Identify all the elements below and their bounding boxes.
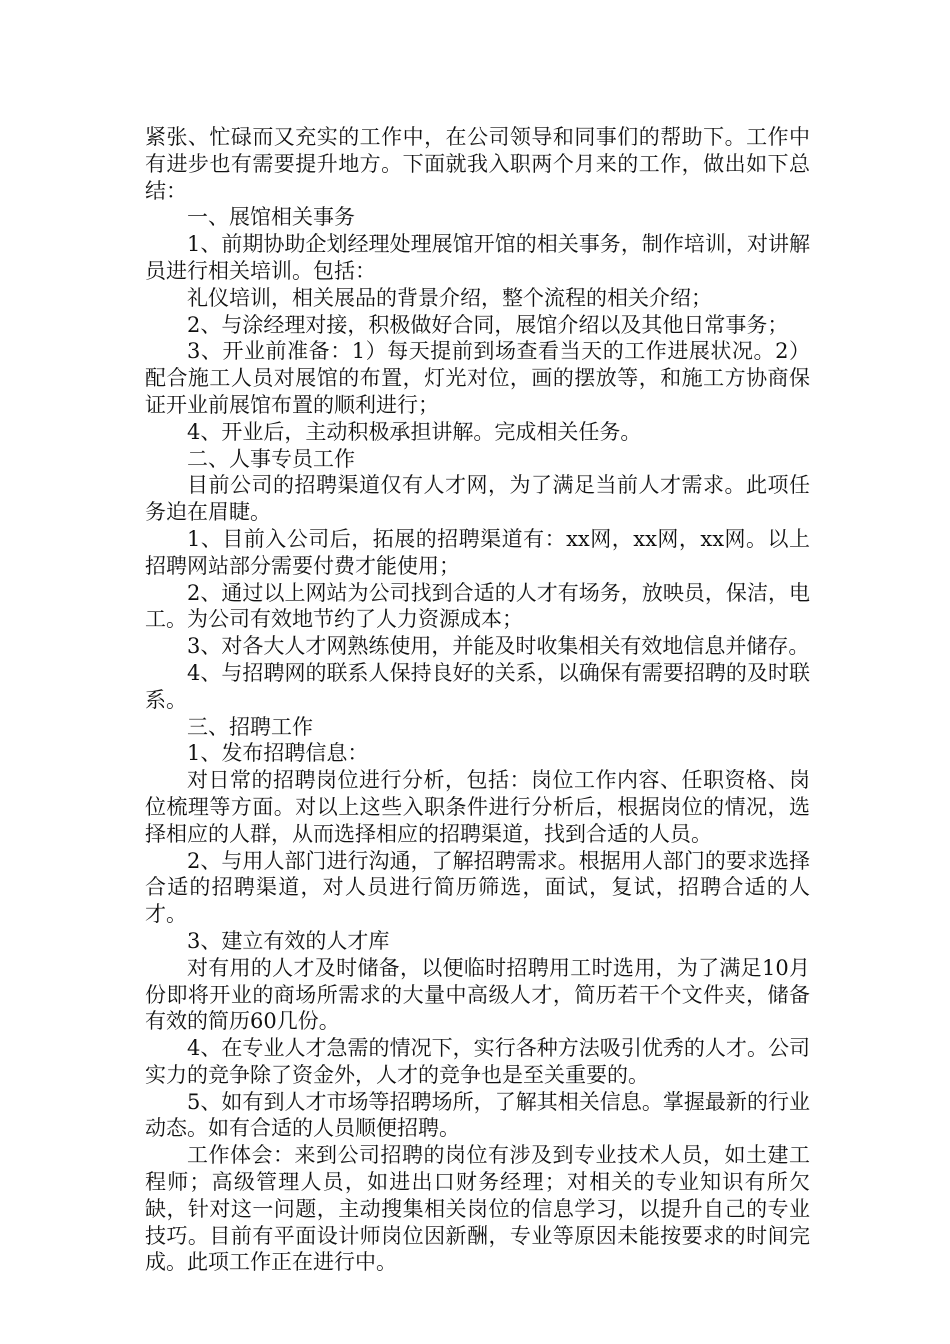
paragraph: 4、与招聘网的联系人保持良好的关系，以确保有需要招聘的及时联系。 [145,660,810,712]
document-body [145,124,810,1276]
section-heading-exhibition: 一、展馆相关事务 [187,205,355,230]
paragraph: 3、对各大人才网熟练使用，并能及时收集相关有效地信息并储存。 [187,634,810,659]
paragraph: 2、与用人部门进行沟通，了解招聘需求。根据用人部门的要求选择合适的招聘渠道，对人员进行简历筛选，面试，复试，招聘合适的人才。 [145,848,810,927]
paragraph: 2、通过以上网站为公司找到合适的人才有场务，放映员，保洁，电工。为公司有效地节约了人力资源成本； [145,580,810,632]
paragraph: 目前公司的招聘渠道仅有人才网，为了满足当前人才需求。此项任务迫在眉睫。 [145,473,810,525]
paragraph: 5、如有到人才市场等招聘场所，了解其相关信息。掌握最新的行业动态。如有合适的人员顺便招聘。 [145,1089,810,1141]
paragraph: 4、在专业人才急需的情况下，实行各种方法吸引优秀的人才。公司实力的竞争除了资金外，人才的竞争也是至关重要的。 [145,1036,810,1087]
paragraph: 1、目前入公司后，拓展的招聘渠道有：xx网，xx网，xx网。以上招聘网站部分需要付费才能使用； [145,526,810,578]
paragraph: 1、发布招聘信息： [187,741,369,766]
paragraph: 对日常的招聘岗位进行分析，包括：岗位工作内容、任职资格、岗位梳理等方面。对以上这些入职条件进行分析后，根据岗位的情况，选择相应的人群，从而选择相应的招聘渠道，找到合适的人员。 [145,768,810,846]
paragraph: 3、建立有效的人才库 [187,928,390,953]
paragraph: 工作体会：来到公司招聘的岗位有涉及到专业技术人员，如土建工程师；高级管理人员，如进出口财务经理；对相关的专业知识有所欠缺，针对这一问题，主动搜集相关岗位的信息学习，以提升自己的专业技巧。目前有平面设计师岗位因新酬，专业等原因未能按要求的时间完成。此项工作正在进行中。 [145,1143,810,1275]
paragraph: 2、与涂经理对接，积极做好合同，展馆介绍以及其他日常事务； [187,312,789,337]
paragraph: 3、开业前准备：1）每天提前到场查看当天的工作进展状况。2）配合施工人员对展馆的布置，灯光对位，画的摆放等，和施工方协商保证开业前展馆布置的顺利进行； [145,339,810,417]
paragraph: 1、前期协助企划经理处理展馆开馆的相关事务，制作培训，对讲解员进行相关培训。包括： [145,232,810,283]
paragraph: 4、开业后，主动积极承担讲解。完成相关任务。 [187,419,642,444]
intro-paragraph: 紧张、忙碌而又充实的工作中，在公司领导和同事们的帮助下。工作中有进步也有需要提升地方。下面就我入职两个月来的工作，做出如下总结： [145,125,810,203]
section-heading-recruitment: 三、招聘工作 [187,714,313,739]
paragraph: 对有用的人才及时储备，以便临时招聘用工时选用，为了满足10月份即将开业的商场所需求的大量中高级人才，简历若干个文件夹，储备有效的简历60几份。 [145,955,810,1034]
paragraph: 礼仪培训，相关展品的背景介绍，整个流程的相关介绍； [187,285,712,310]
section-heading-hr: 二、人事专员工作 [187,446,355,471]
